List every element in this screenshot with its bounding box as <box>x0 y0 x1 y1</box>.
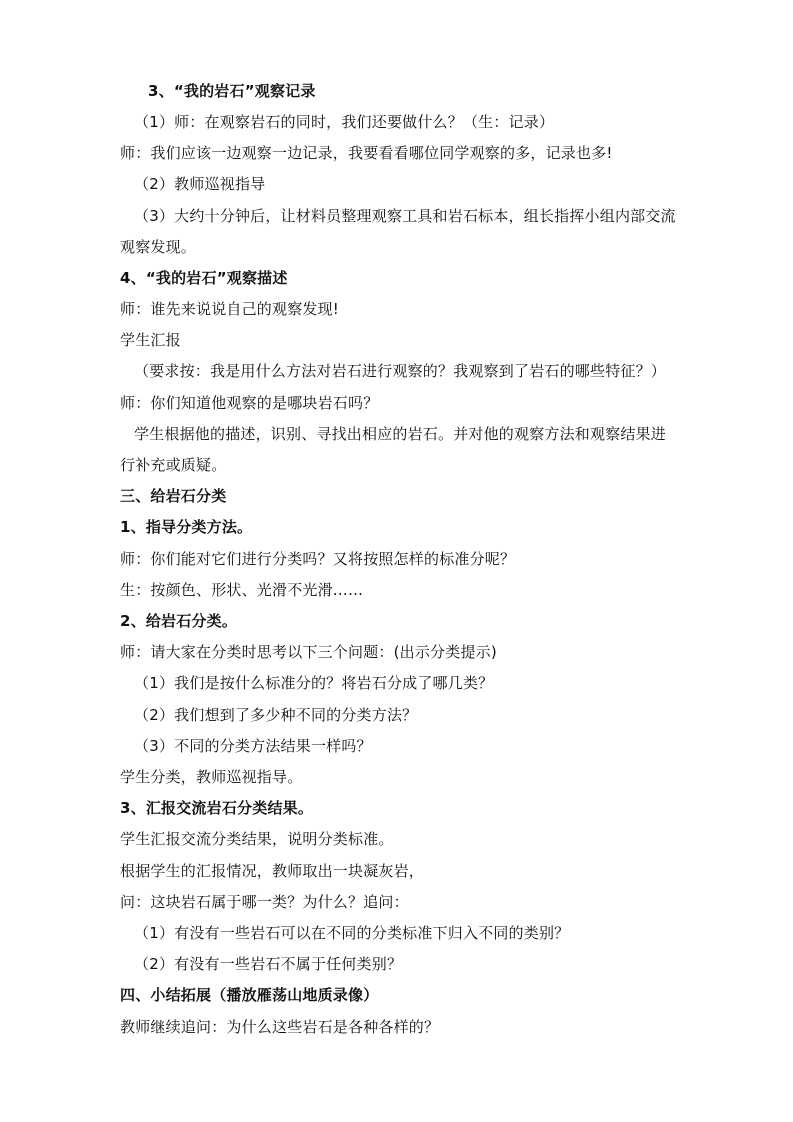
section-heading-observation-description: 4、“我的岩石”观察描述 <box>120 269 288 287</box>
list-item: （1）我们是按什么标准分的？将岩石分成了哪几类？ <box>134 674 494 692</box>
paragraph: 学生根据他的描述，识别、寻找出相应的岩石。并对他的观察方法和观察结果进 <box>134 425 667 443</box>
list-item: （2）我们想到了多少种不同的分类方法？ <box>134 706 418 724</box>
paragraph: 学生汇报交流分类结果，说明分类标准。 <box>120 830 394 848</box>
paragraph: 教师继续追问：为什么这些岩石是各种各样的？ <box>120 1018 440 1036</box>
paragraph: 师：我们应该一边观察一边记录，我要看看哪位同学观察的多，记录也多! <box>120 144 613 162</box>
paragraph: 师：请大家在分类时思考以下三个问题：(出示分类提示) <box>120 643 497 661</box>
paragraph: 生：按颜色、形状、光滑不光滑…… <box>120 581 364 599</box>
paragraph: 师：你们能对它们进行分类吗？又将按照怎样的标准分呢？ <box>120 550 516 568</box>
paragraph: （3）大约十分钟后，让材料员整理观察工具和岩石标本，组长指挥小组内部交流 <box>134 207 676 225</box>
subsection-heading-report-results: 3、汇报交流岩石分类结果。 <box>120 799 314 817</box>
paragraph: 问：这块岩石属于哪一类？为什么？追问： <box>120 893 409 911</box>
list-item: （1）有没有一些岩石可以在不同的分类标准下归入不同的类别？ <box>134 924 570 942</box>
paragraph: 学生分类，教师巡视指导。 <box>120 768 303 786</box>
paragraph: （2）教师巡视指导 <box>134 175 266 193</box>
paragraph-continuation: 观察发现。 <box>120 238 197 256</box>
section-heading-summary: 四、小结拓展（播放雁荡山地质录像） <box>120 986 379 1004</box>
paragraph: 师：谁先来说说自己的观察发现! <box>120 300 340 318</box>
subsection-heading-classification-method: 1、指导分类方法。 <box>120 518 253 536</box>
section-heading-classify-rocks: 三、给岩石分类 <box>120 487 227 505</box>
paragraph: 师：你们知道他观察的是哪块岩石吗？ <box>120 394 379 412</box>
list-item: （2）有没有一些岩石不属于任何类别？ <box>134 955 403 973</box>
section-heading-observation-record: 3、“我的岩石”观察记录 <box>148 82 316 100</box>
list-item: （3）不同的分类方法结果一样吗？ <box>134 737 372 755</box>
paragraph-continuation: 行补充或质疑。 <box>120 456 227 474</box>
subsection-heading-classify: 2、给岩石分类。 <box>120 612 238 630</box>
paragraph: （要求按：我是用什么方法对岩石进行观察的？我观察到了岩石的哪些特征？） <box>134 362 667 380</box>
paragraph: 学生汇报 <box>120 331 181 349</box>
paragraph: 根据学生的汇报情况，教师取出一块凝灰岩， <box>120 862 425 880</box>
paragraph: （1）师：在观察岩石的同时，我们还要做什么？（生：记录） <box>134 113 555 131</box>
